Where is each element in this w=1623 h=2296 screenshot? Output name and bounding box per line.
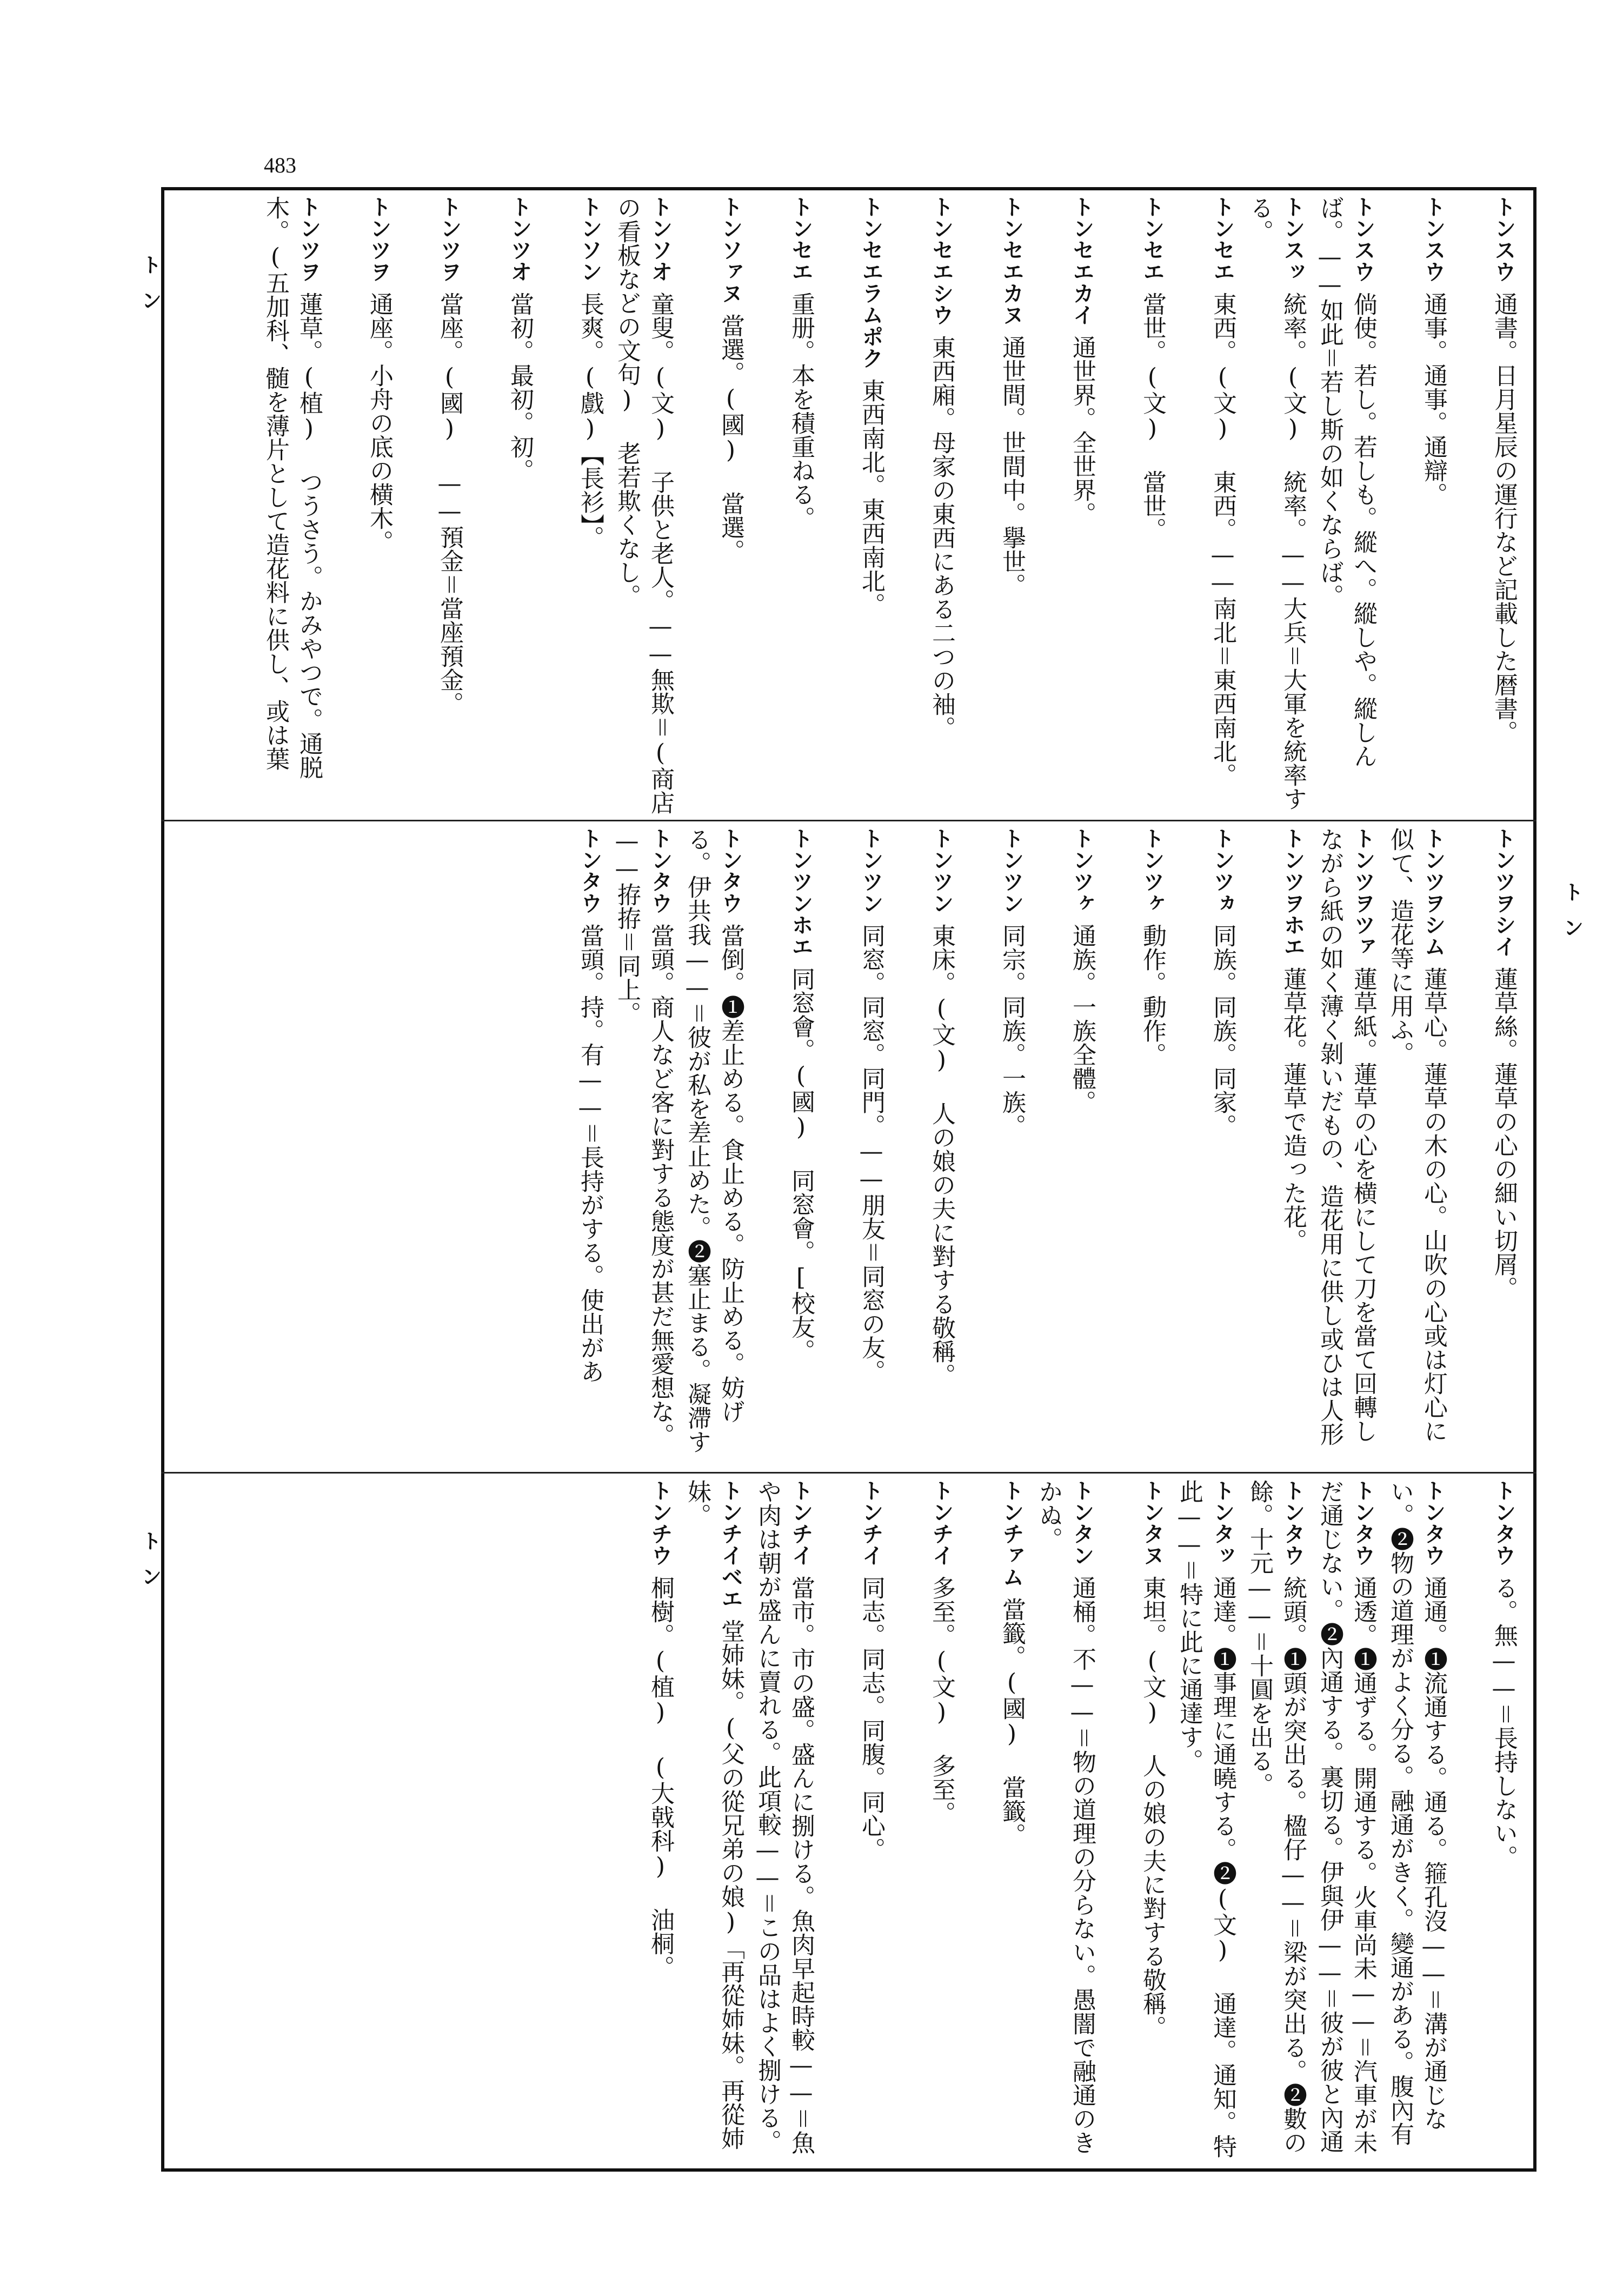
entry-definition: 通達。❶事理に通曉する。❷(文) 通達。通知。特此——＝特に此に通達す。	[1175, 1479, 1236, 2158]
dictionary-entry	[680, 1479, 747, 2164]
dictionary-entry	[821, 827, 888, 1465]
entry-headword: トンタヌ	[1140, 1479, 1165, 1566]
entry-headword: トンチイ	[929, 1479, 954, 1566]
entry-headword: トンソオ	[648, 196, 673, 282]
entry-definition: 堂姉妹。(父の從兄弟の娘)「再從姉妹。再從姉妹。	[683, 1479, 744, 2150]
entry-headword: トンツン	[859, 827, 883, 914]
dictionary-entry	[891, 827, 958, 1465]
dictionary-entry	[680, 196, 747, 814]
dictionary-entry	[1313, 827, 1380, 1465]
dictionary-entry	[1453, 827, 1520, 1465]
dictionary-entry	[469, 196, 536, 814]
dictionary-entry	[258, 196, 325, 814]
entry-definition: 同窓。同窓。同門。——朋友＝同窓の友。	[857, 924, 885, 1383]
entry-definition: 當籤。(國) 當籤。	[998, 1597, 1026, 1847]
dictionary-entry	[1242, 827, 1309, 1465]
entry-definition: 同志。同志。同腹。同心。	[857, 1576, 885, 1861]
entry-definition: 通透。❶通ずる。開通する。火車尚未——＝汽車が未だ通じない。❷內通する。裏切る。伊與伊——＝彼が彼と內通	[1316, 1479, 1377, 2154]
entry-definition: 東坦。(文) 人の娘の夫に對する敬稱。	[1139, 1576, 1166, 2039]
entry-headword: トンツン	[929, 827, 954, 914]
entry-definition: 長爽。(戲)【長衫】。	[576, 292, 604, 549]
dictionary-entry	[1242, 196, 1309, 814]
entry-headword: トンタウ	[1491, 1479, 1516, 1566]
dictionary-entry	[750, 1479, 817, 2164]
dictionary-entry	[1242, 1479, 1309, 2164]
entry-headword: トンツヲ	[437, 196, 462, 282]
entry-headword: トンツオ	[507, 196, 532, 282]
margin-index-label-top: トン	[138, 254, 162, 326]
entry-headword: トンセエラムポク	[859, 196, 883, 369]
entry-definition: 重册。本を積重ねる。	[787, 292, 815, 530]
entry-definition: 通世界。全世界。	[1068, 335, 1096, 526]
dictionary-entry	[399, 196, 466, 814]
dictionary-entry	[329, 196, 396, 814]
entry-definition: 東床。(文) 人の娘の夫に對する敬稱。	[928, 924, 955, 1387]
entry-headword: トンチイ	[788, 1479, 813, 1566]
dictionary-section-bottom	[168, 1479, 1530, 2164]
entry-definition: 蓮草絲。蓮草の心の細い切屑。	[1490, 967, 1518, 1300]
entry-headword: トンツヲシイ	[1491, 827, 1516, 957]
entry-definition: 通書。日月星辰の運行など記載した暦書。	[1490, 292, 1518, 744]
entry-headword: トンツン	[999, 827, 1024, 914]
dictionary-entry	[540, 196, 607, 814]
entry-definition: る。無——＝長持しない。	[1490, 1576, 1518, 1869]
entry-definition: 東西廂。母家の東西にある二つの袖。	[928, 335, 955, 740]
entry-definition: 當座。(國) ——預金＝當座預金。	[436, 292, 463, 715]
entry-definition: 東西。(文) 東西。——南北＝東西南北。	[1209, 292, 1236, 787]
dictionary-entry	[1313, 196, 1380, 814]
entry-headword: トンツヲシム	[1421, 827, 1446, 957]
entry-definition: 通世間。世間中。擧世。	[998, 335, 1026, 597]
dictionary-entry	[1032, 827, 1099, 1465]
entry-headword: トンツヶ	[1140, 827, 1165, 914]
entry-headword: トンタウ	[648, 827, 673, 914]
entry-headword: トンセエシウ	[929, 196, 954, 326]
entry-definition: 動作。動作。	[1139, 924, 1166, 1066]
dictionary-entry	[1383, 827, 1450, 1465]
dictionary-entry	[610, 196, 677, 814]
entry-headword: トンセエ	[1140, 196, 1165, 282]
entry-definition: 蓮草紙。蓮草の心を横にして刀を當て回轉しながら紙の如く薄く剝いだもの、造花用に供し或ひは人形	[1316, 827, 1377, 1446]
entry-definition: 通座。小舟の底の横木。	[365, 292, 393, 554]
page-number: 483	[264, 153, 296, 177]
dictionary-entry	[750, 827, 817, 1465]
entry-headword: トンチイ	[859, 1479, 883, 1566]
dictionary-entry	[1383, 1479, 1450, 2164]
entry-headword: トンソァヌ	[718, 196, 743, 304]
dictionary-entry	[1102, 1479, 1169, 2164]
section-divider	[161, 820, 1536, 821]
entry-definition: 當選。(國) 當選。	[717, 314, 744, 563]
entry-headword: トンツヲホエ	[1280, 827, 1305, 957]
dictionary-entry	[1032, 196, 1099, 814]
entry-definition: 東西南北。東西南北。	[857, 379, 885, 616]
dictionary-entry	[1383, 196, 1450, 814]
entry-definition: 童叟。(文) 子供と老人。——無欺＝(商店の看板などの文句) 老若欺くなし。	[613, 196, 674, 814]
entry-definition: 通族。一族全體。	[1068, 924, 1096, 1114]
entry-definition: 同宗。同族。一族。	[998, 924, 1026, 1138]
section-divider	[161, 1472, 1536, 1474]
entry-headword: トンスッ	[1280, 196, 1305, 282]
entry-definition: 蓮草心。蓮草の木の心。山吹の心或は灯心に似て、造花等に用ふ。	[1386, 827, 1447, 1443]
entry-headword: トンツヶ	[1069, 827, 1094, 914]
dictionary-entry	[821, 1479, 888, 2164]
dictionary-entry	[891, 1479, 958, 2164]
entry-headword: トンスウ	[1491, 196, 1516, 282]
entry-definition: 同族。同族。同家。	[1209, 924, 1236, 1138]
entry-headword: トンツヲ	[367, 196, 391, 282]
dictionary-entry	[891, 196, 958, 814]
entry-definition: 當頭。持。有——＝長持がする。使出があ	[576, 924, 604, 1383]
dictionary-entry	[540, 827, 607, 1465]
dictionary-entry	[610, 827, 677, 1465]
dictionary-entry	[1102, 196, 1169, 814]
entry-definition: 通事。通事。通辯。	[1420, 292, 1447, 506]
entry-headword: トンチイベエ	[718, 1479, 743, 1609]
entry-definition: 多至。(文) 多至。	[928, 1576, 955, 1825]
dictionary-entry	[1172, 196, 1239, 814]
dictionary-section-top	[168, 196, 1530, 814]
dictionary-entry	[610, 1479, 677, 2164]
dictionary-section-middle	[168, 827, 1530, 1465]
entry-headword: トンチァム	[999, 1479, 1024, 1588]
dictionary-entry	[1313, 1479, 1380, 2164]
entry-definition: 通桶。不——＝物の道理の分らない。愚闇で融通のきかぬ。	[1035, 1479, 1096, 2154]
entry-headword: トンタウ	[718, 827, 743, 914]
dictionary-entry	[821, 196, 888, 814]
dictionary-entry	[1453, 196, 1520, 814]
dictionary-entry	[961, 1479, 1028, 2164]
entry-headword: トンセエ	[1210, 196, 1235, 282]
entry-headword: トンソン	[577, 196, 602, 282]
entry-headword: トンツヲ	[296, 196, 321, 282]
entry-headword: トンツヲツァ	[1351, 827, 1375, 957]
entry-headword: トンセエカイ	[1069, 196, 1094, 326]
dictionary-entry	[750, 196, 817, 814]
entry-headword: トンチウ	[648, 1479, 673, 1566]
dictionary-entry	[1172, 1479, 1239, 2164]
dictionary-entry	[961, 196, 1028, 814]
entry-definition: 通通。❶流通する。通る。箍孔沒——＝溝が通じない。❷物の道理がよく分る。融通がきく。變通がある。腹內有	[1386, 1479, 1447, 2146]
entry-headword: トンタン	[1069, 1479, 1094, 1566]
entry-headword: トンスウ	[1421, 196, 1446, 282]
entry-headword: トンツヵ	[1210, 827, 1235, 914]
entry-definition: 當倒。❶差止める。食止める。防止める。妨げる。伊共我——＝彼が私を差止めた。❷塞止まる。凝滯す	[683, 827, 744, 1454]
entry-definition: 蓮草。(植) つうさう。かみやつで。通脱木。(五加科、髄を薄片として造花料に供し、或は葉	[262, 196, 323, 779]
entry-headword: トンタウ	[1351, 1479, 1375, 1566]
entry-definition: 統頭。❶頭が突出る。楹仔——＝梁が突出る。❷數の餘。十元——＝十圓を出る。	[1246, 1479, 1307, 2154]
entry-definition: 倘使。若し。若しも。縱へ。縱しや。縱しんば。——如此＝若し斯の如くならば。	[1316, 196, 1377, 768]
entry-headword: トンタッ	[1210, 1479, 1235, 1566]
entry-headword: トンスウ	[1351, 196, 1375, 282]
entry-definition: 同窓會。(國) 同窓會。[校友。	[787, 967, 815, 1363]
dictionary-entry	[961, 827, 1028, 1465]
entry-headword: トンセエカヌ	[999, 196, 1024, 326]
dictionary-entry	[1102, 827, 1169, 1465]
margin-index-label-middle: トン	[1560, 881, 1584, 953]
entry-definition: 當頭。商人など客に對する態度が甚だ無愛想な。——拵拵＝同上。	[613, 827, 674, 1447]
entry-definition: 統率。(文) 統率。——大兵＝大軍を統率する。	[1246, 196, 1307, 811]
dictionary-entry	[680, 827, 747, 1465]
entry-headword: トンタウ	[1280, 1479, 1305, 1566]
dictionary-entry	[1172, 827, 1239, 1465]
entry-definition: 當初。最初。初。	[506, 292, 534, 482]
dictionary-entry	[1453, 1479, 1520, 2164]
entry-definition: 當世。(文) 當世。	[1139, 292, 1166, 541]
entry-definition: 蓮草花。蓮草で造った花。	[1279, 967, 1307, 1252]
entry-headword: トンセエ	[788, 196, 813, 282]
entry-definition: 桐樹。(植) (大戟科) 油桐。	[647, 1576, 674, 1979]
dictionary-entry	[1032, 1479, 1099, 2164]
entry-headword: トンタウ	[1421, 1479, 1446, 1566]
entry-headword: トンツンホエ	[788, 827, 813, 957]
entry-definition: 當市。市の盛。盛んに捌ける。魚肉早起時較——＝魚や肉は朝が盛んに賣れる。此項較——＝この品はよく捌ける。	[754, 1479, 815, 2154]
margin-index-label-bottom: トン	[138, 1530, 162, 1602]
entry-headword: トンタウ	[577, 827, 602, 914]
